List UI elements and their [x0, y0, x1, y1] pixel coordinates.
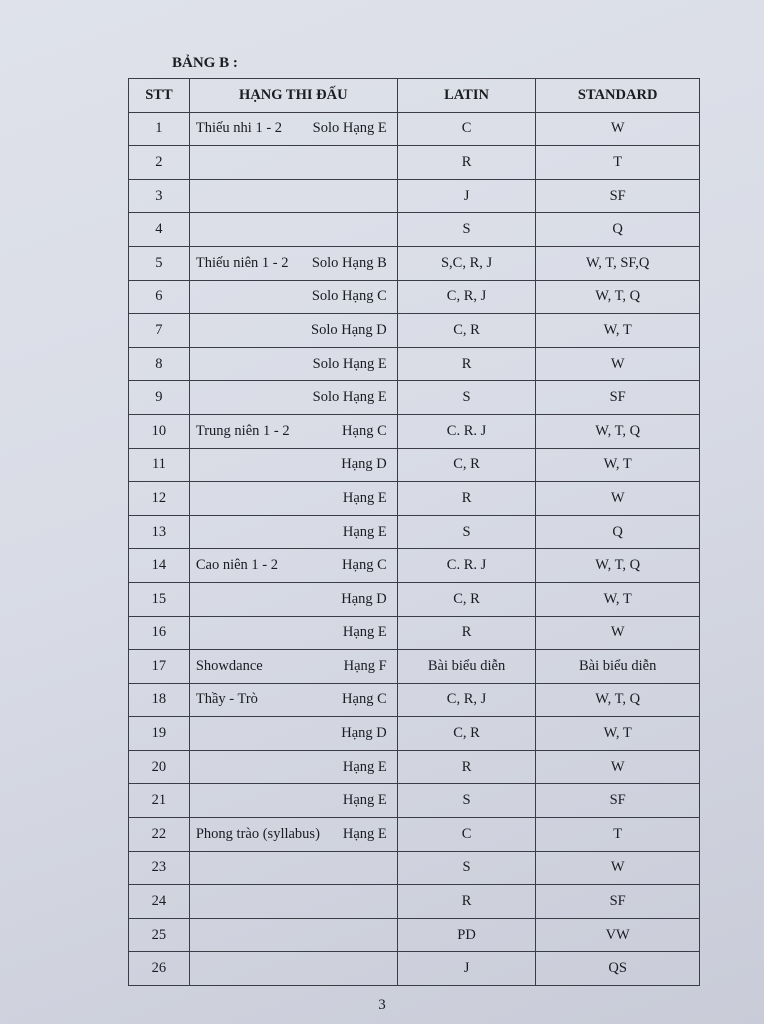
cell-latin: J: [397, 952, 536, 986]
cell-standard: SF: [536, 381, 700, 415]
class-text: Solo Hạng E: [312, 389, 387, 406]
cell-stt: 21: [129, 784, 190, 818]
class-text: Hạng E: [342, 523, 387, 540]
cell-latin: C, R: [397, 314, 536, 348]
category-text: Phong trào (syllabus): [195, 825, 320, 842]
header-stt: STT: [129, 79, 190, 113]
cell-hang-thi-dau: [189, 582, 397, 616]
table-row: [129, 616, 700, 650]
cell-hang-thi-dau: [189, 482, 397, 516]
cell-latin: C, R: [397, 582, 536, 616]
cell-hang-thi-dau: [189, 280, 397, 314]
table-row: [129, 683, 700, 717]
cell-stt: 17: [129, 650, 190, 684]
table-row: [129, 112, 700, 146]
header-standard: STANDARD: [536, 79, 700, 113]
cell-standard: W: [536, 347, 700, 381]
table-row: [129, 717, 700, 751]
table-row: [129, 582, 700, 616]
cell-hang-thi-dau: [189, 414, 397, 448]
class-text: Hạng E: [342, 792, 387, 809]
category-text: Cao niên 1 - 2: [195, 557, 279, 574]
cell-stt: 6: [129, 280, 190, 314]
cell-stt: 1: [129, 112, 190, 146]
cell-stt: 7: [129, 314, 190, 348]
cell-hang-thi-dau: [189, 784, 397, 818]
cell-hang-thi-dau: [189, 347, 397, 381]
cell-latin: C. R. J: [397, 549, 536, 583]
table-row: [129, 179, 700, 213]
cell-stt: 4: [129, 213, 190, 247]
table-row: [129, 146, 700, 180]
table-row: [129, 347, 700, 381]
table-row: [129, 650, 700, 684]
cell-stt: 10: [129, 414, 190, 448]
table-row: [129, 885, 700, 919]
table-row: [129, 918, 700, 952]
cell-latin: R: [397, 482, 536, 516]
class-text: Hạng E: [342, 624, 387, 641]
cell-latin: C, R, J: [397, 280, 536, 314]
cell-stt: 25: [129, 918, 190, 952]
cell-latin: S: [397, 851, 536, 885]
cell-hang-thi-dau: [189, 683, 397, 717]
cell-stt: 24: [129, 885, 190, 919]
class-text: Hạng E: [342, 825, 387, 842]
table-row: [129, 280, 700, 314]
cell-latin: R: [397, 146, 536, 180]
cell-hang-thi-dau: [189, 650, 397, 684]
table-row: [129, 246, 700, 280]
cell-standard: W, T, Q: [536, 280, 700, 314]
cell-latin: J: [397, 179, 536, 213]
cell-hang-thi-dau: [189, 885, 397, 919]
class-text: Solo Hạng C: [311, 288, 387, 305]
cell-standard: W, T, Q: [536, 683, 700, 717]
cell-latin: S: [397, 515, 536, 549]
cell-hang-thi-dau: [189, 448, 397, 482]
competition-table: [128, 78, 700, 986]
cell-hang-thi-dau: [189, 179, 397, 213]
cell-standard: T: [536, 146, 700, 180]
class-text: Hạng C: [342, 422, 387, 439]
table-row: [129, 549, 700, 583]
cell-stt: 18: [129, 683, 190, 717]
cell-hang-thi-dau: [189, 818, 397, 852]
cell-standard: Q: [536, 515, 700, 549]
class-text: Solo Hạng E: [312, 120, 387, 137]
cell-standard: QS: [536, 952, 700, 986]
cell-standard: SF: [536, 179, 700, 213]
cell-hang-thi-dau: [189, 851, 397, 885]
class-text: Hạng D: [341, 590, 387, 607]
cell-hang-thi-dau: [189, 616, 397, 650]
cell-stt: 20: [129, 750, 190, 784]
table-label: BẢNG B :: [172, 55, 238, 71]
class-text: Solo Hạng D: [311, 321, 387, 338]
cell-standard: VW: [536, 918, 700, 952]
category-text: Thiếu niên 1 - 2: [195, 254, 289, 271]
cell-standard: SF: [536, 784, 700, 818]
cell-stt: 22: [129, 818, 190, 852]
page-number: 3: [378, 997, 386, 1013]
cell-hang-thi-dau: [189, 381, 397, 415]
class-text: Hạng F: [343, 657, 387, 674]
cell-latin: C, R, J: [397, 683, 536, 717]
class-text: Hạng E: [342, 758, 387, 775]
cell-standard: Q: [536, 213, 700, 247]
cell-hang-thi-dau: [189, 717, 397, 751]
cell-latin: R: [397, 750, 536, 784]
table-row: [129, 448, 700, 482]
cell-latin: C, R: [397, 448, 536, 482]
cell-latin: PD: [397, 918, 536, 952]
table-row: [129, 952, 700, 986]
cell-standard: W: [536, 616, 700, 650]
cell-standard: Bài biểu diễn: [536, 650, 700, 684]
table-row: [129, 851, 700, 885]
category-text: Trung niên 1 - 2: [195, 422, 290, 439]
cell-hang-thi-dau: [189, 314, 397, 348]
cell-stt: 16: [129, 616, 190, 650]
table-row: [129, 213, 700, 247]
table-row: [129, 818, 700, 852]
table-row: [129, 414, 700, 448]
cell-hang-thi-dau: [189, 952, 397, 986]
table-row: [129, 515, 700, 549]
cell-stt: 2: [129, 146, 190, 180]
class-text: Hạng C: [342, 691, 387, 708]
category-text: Thiếu nhi 1 - 2: [195, 120, 283, 137]
table-row: [129, 750, 700, 784]
cell-standard: T: [536, 818, 700, 852]
cell-hang-thi-dau: [189, 213, 397, 247]
cell-stt: 23: [129, 851, 190, 885]
cell-stt: 11: [129, 448, 190, 482]
table-row: [129, 314, 700, 348]
table-row: [129, 784, 700, 818]
class-text: Hạng D: [341, 725, 387, 742]
cell-standard: W, T: [536, 314, 700, 348]
cell-stt: 3: [129, 179, 190, 213]
cell-standard: W: [536, 750, 700, 784]
category-text: Thầy - Trò: [195, 691, 258, 708]
cell-latin: Bài biểu diễn: [397, 650, 536, 684]
cell-stt: 14: [129, 549, 190, 583]
cell-hang-thi-dau: [189, 750, 397, 784]
header-hang-thi-dau: HẠNG THI ĐẤU: [189, 79, 397, 113]
category-text: Showdance: [195, 657, 263, 674]
cell-standard: W: [536, 851, 700, 885]
cell-standard: W, T, Q: [536, 414, 700, 448]
cell-stt: 15: [129, 582, 190, 616]
cell-hang-thi-dau: [189, 112, 397, 146]
class-text: Hạng C: [342, 557, 387, 574]
cell-standard: W, T, Q: [536, 549, 700, 583]
cell-hang-thi-dau: [189, 146, 397, 180]
cell-latin: R: [397, 885, 536, 919]
class-text: Hạng D: [341, 456, 387, 473]
table-body: [129, 112, 700, 985]
cell-stt: 8: [129, 347, 190, 381]
cell-standard: W, T, SF,Q: [536, 246, 700, 280]
cell-standard: W, T: [536, 448, 700, 482]
cell-stt: 5: [129, 246, 190, 280]
cell-stt: 19: [129, 717, 190, 751]
class-text: Solo Hạng E: [312, 355, 387, 372]
cell-standard: W, T: [536, 582, 700, 616]
cell-latin: R: [397, 347, 536, 381]
cell-latin: R: [397, 616, 536, 650]
table-row: [129, 381, 700, 415]
cell-hang-thi-dau: [189, 246, 397, 280]
cell-hang-thi-dau: [189, 515, 397, 549]
cell-latin: S: [397, 784, 536, 818]
cell-latin: S,C, R, J: [397, 246, 536, 280]
cell-standard: W, T: [536, 717, 700, 751]
cell-stt: 12: [129, 482, 190, 516]
header-latin: LATIN: [397, 79, 536, 113]
cell-hang-thi-dau: [189, 549, 397, 583]
cell-latin: C: [397, 112, 536, 146]
cell-stt: 26: [129, 952, 190, 986]
cell-latin: C, R: [397, 717, 536, 751]
cell-stt: 13: [129, 515, 190, 549]
cell-latin: S: [397, 213, 536, 247]
table-row: [129, 482, 700, 516]
cell-latin: C. R. J: [397, 414, 536, 448]
cell-standard: W: [536, 112, 700, 146]
cell-standard: SF: [536, 885, 700, 919]
cell-hang-thi-dau: [189, 918, 397, 952]
cell-latin: S: [397, 381, 536, 415]
cell-standard: W: [536, 482, 700, 516]
class-text: Hạng E: [342, 489, 387, 506]
header-row: [129, 79, 700, 113]
cell-latin: C: [397, 818, 536, 852]
class-text: Solo Hạng B: [311, 254, 387, 271]
cell-stt: 9: [129, 381, 190, 415]
